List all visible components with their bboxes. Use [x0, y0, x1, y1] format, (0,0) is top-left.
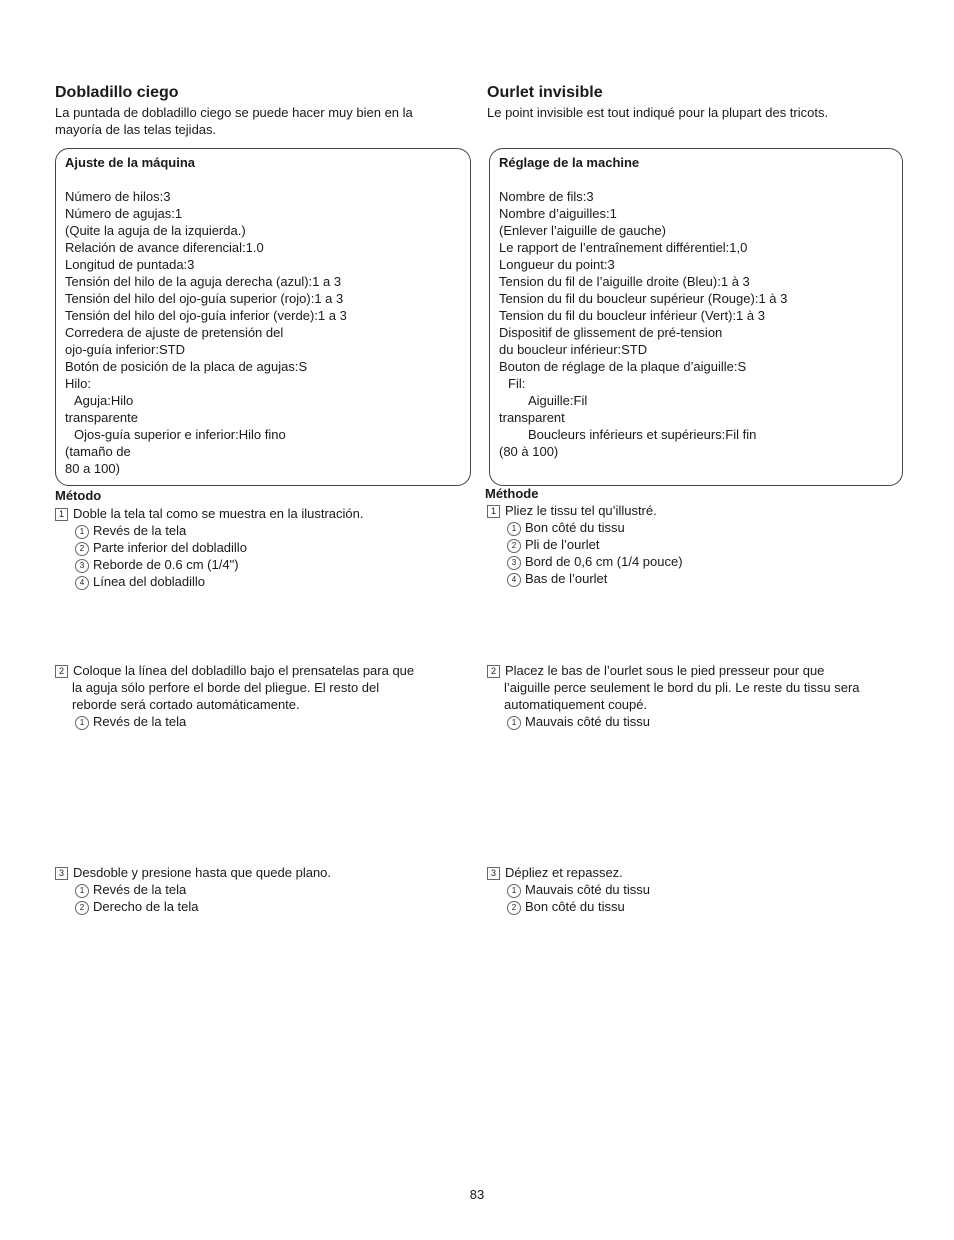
step-item	[507, 519, 683, 536]
step-item-text: Pli de l’ourlet	[525, 537, 600, 552]
circled-number: 1	[75, 716, 89, 730]
setting-label: Aiguille:	[528, 393, 574, 408]
circled-number: 4	[75, 576, 89, 590]
circled-number: 1	[507, 522, 521, 536]
intro-text: La puntada de dobladillo ciego se puede hacer muy bien en la mayoría de las telas tejidas.	[55, 105, 413, 137]
step-item-text: Revés de la tela	[93, 523, 187, 538]
setting-row	[499, 205, 899, 222]
setting-row	[65, 256, 465, 273]
setting-label: du boucleur inférieur:	[499, 342, 622, 357]
step-item	[507, 536, 683, 553]
setting-row	[65, 358, 465, 375]
setting-value: Hilo	[110, 393, 134, 408]
setting-value: 1	[174, 206, 183, 221]
step-item-text: Revés de la tela	[93, 714, 187, 729]
setting-value: 1 à 3	[720, 274, 750, 289]
step-item	[507, 881, 650, 898]
setting-value: 1 a 3	[312, 274, 342, 289]
setting-label: Longitud de puntada:	[65, 257, 188, 272]
setting-row	[499, 392, 899, 409]
setting-label: Tensión del hilo de la aguja derecha (azul):	[65, 274, 313, 289]
intro-text: Le point invisible est tout indiqué pour la plupart des tricots.	[487, 105, 829, 120]
setting-value: 1	[609, 206, 617, 221]
setting-label: Número de hilos:	[65, 189, 164, 204]
setting-row	[65, 341, 465, 358]
step-items	[487, 713, 860, 730]
step-item	[507, 713, 860, 730]
settings-list	[499, 188, 899, 460]
step-item	[507, 570, 683, 587]
step-item	[75, 522, 363, 539]
setting-value: STD	[158, 342, 185, 357]
settings-box-title: Réglage de la machine	[499, 155, 640, 170]
setting-value: 3	[163, 189, 171, 204]
setting-label: Nombre d’aiguilles:	[499, 206, 610, 221]
step-item	[75, 881, 331, 898]
circled-number: 3	[507, 556, 521, 570]
step-item	[75, 898, 331, 915]
step-number-1: 1	[55, 508, 68, 521]
setting-label: ojo-guía inferior:	[65, 342, 159, 357]
step-3: 3 Desdoble y presione hasta que quede plano. 1 Revés de la tela 2 Derecho de la tela	[55, 864, 331, 915]
step-item	[75, 556, 363, 573]
setting-value: 1 a 3	[314, 291, 344, 306]
setting-label: Aguja:	[74, 393, 111, 408]
setting-row	[65, 239, 465, 256]
setting-value: S	[298, 359, 308, 374]
setting-value: S	[737, 359, 747, 374]
setting-label: Tensión del hilo del ojo-guía inferior (verde):	[65, 308, 318, 323]
setting-value: 1 a 3	[317, 308, 347, 323]
setting-value: 1,0	[729, 240, 748, 255]
setting-value: Fil	[573, 393, 588, 408]
setting-row	[65, 307, 465, 324]
step-items	[55, 522, 363, 590]
setting-value: Fil fin	[725, 427, 757, 442]
setting-row	[499, 324, 899, 341]
setting-value: transparent	[499, 410, 565, 425]
circled-number: 2	[507, 539, 521, 553]
setting-label: Nombre de fils:	[499, 189, 587, 204]
setting-label: Número de agujas:	[65, 206, 175, 221]
step-item-text: Revés de la tela	[93, 882, 187, 897]
circled-number: 1	[75, 525, 89, 539]
step-items	[487, 519, 683, 587]
setting-label: Dispositif de glissement de pré-tension	[499, 325, 723, 340]
step-item-text: Bon côté du tissu	[525, 899, 625, 914]
setting-value: 80 a 100)	[65, 461, 120, 476]
step-3: 3 Dépliez et repassez. 1 Mauvais côté du tissu 2 Bon côté du tissu	[487, 864, 650, 915]
circled-number: 2	[75, 901, 89, 915]
setting-value: 3	[187, 257, 195, 272]
setting-row	[499, 358, 899, 375]
setting-row	[499, 443, 899, 460]
setting-value: (80 à 100)	[499, 444, 559, 459]
setting-label: Botón de posición de la placa de agujas:	[65, 359, 299, 374]
setting-row	[499, 188, 899, 205]
section-title: Ourlet invisible	[487, 84, 603, 101]
setting-row	[499, 341, 899, 358]
setting-label: Longueur du point:	[499, 257, 608, 272]
step-item-text: Reborde de 0.6 cm (1/4")	[93, 557, 239, 572]
setting-value: 3	[607, 257, 615, 272]
setting-row	[65, 409, 465, 426]
setting-row	[65, 375, 465, 392]
setting-row	[499, 256, 899, 273]
circled-number: 2	[75, 542, 89, 556]
step-2: 2 Coloque la línea del dobladillo bajo el prensatelas para que la aguja sólo perfore el borde del pliegue. El resto del reborde será cortado automáticamente. 1 Revés de la tela	[55, 662, 414, 730]
setting-label: Bouton de réglage de la plaque d’aiguille:	[499, 359, 738, 374]
setting-row	[499, 273, 899, 290]
step-item-text: Bon côté du tissu	[525, 520, 625, 535]
settings-box-title: Ajuste de la máquina	[65, 155, 196, 170]
step-item	[75, 539, 363, 556]
step-2: 2 Placez le bas de l’ourlet sous le pied presseur pour que l’aiguille perce seulement le bord du pli. Le reste du tissu sera automatiquement coupé. 1 Mauvais côté du tissu	[487, 662, 860, 730]
setting-value: 1 à 3	[736, 308, 765, 323]
settings-list	[65, 188, 465, 477]
circled-number: 2	[507, 901, 521, 915]
step-item-text: Bord de 0,6 cm (1/4 pouce)	[525, 554, 683, 569]
setting-label: Ojos-guía superior e inferior:	[74, 427, 239, 442]
setting-row	[65, 222, 465, 239]
setting-row	[499, 375, 899, 392]
setting-label: Le rapport de l’entraînement différentiel:	[499, 240, 730, 255]
step-number-2: 2	[487, 665, 500, 678]
step-item	[75, 573, 363, 590]
circled-number: 1	[507, 716, 521, 730]
setting-value: STD	[621, 342, 648, 357]
circled-number: 1	[75, 884, 89, 898]
machine-settings-box	[55, 148, 471, 486]
step-item	[75, 713, 414, 730]
step-item-text: Mauvais côté du tissu	[525, 714, 651, 729]
setting-value: (tamaño de	[65, 444, 131, 459]
setting-row	[65, 188, 465, 205]
setting-label: (Enlever l’aiguille de gauche)	[499, 223, 666, 238]
step-number-3: 3	[487, 867, 500, 880]
setting-row	[499, 426, 899, 443]
machine-settings-box	[489, 148, 903, 486]
circled-number: 1	[507, 884, 521, 898]
step-1: 1 Doble la tela tal como se muestra en la ilustración. 1 Revés de la tela 2 Parte inferior del dobladillo 3 Reborde de 0.6 cm (1/4") 4 Línea del dobladillo	[55, 505, 363, 590]
setting-label: Tension du fil du boucleur inférieur (Vert):	[499, 308, 737, 323]
step-item-text: Bas de l’ourlet	[525, 571, 608, 586]
step-number-1: 1	[487, 505, 500, 518]
setting-row	[499, 307, 899, 324]
setting-row	[499, 409, 899, 426]
step-1: 1 Pliez le tissu tel qu’illustré. 1 Bon côté du tissu 2 Pli de l’ourlet 3 Bord de 0,6 cm (1/4 pouce) 4 Bas de l’ourlet	[487, 502, 683, 587]
step-item	[507, 898, 650, 915]
page-number: 83	[469, 1187, 485, 1202]
setting-label: Tensión del hilo del ojo-guía superior (rojo):	[65, 291, 315, 306]
setting-label: Hilo:	[65, 376, 92, 391]
setting-value: Hilo fino	[238, 427, 286, 442]
step-item-text: Derecho de la tela	[93, 899, 199, 914]
step-item-text: Línea del dobladillo	[93, 574, 206, 589]
step-items	[55, 713, 414, 730]
setting-label: (Quite la aguja de la izquierda.)	[65, 223, 246, 238]
setting-label: Relación de avance diferencial:	[65, 240, 246, 255]
step-number-2: 2	[55, 665, 68, 678]
setting-row	[65, 426, 465, 443]
setting-label: Tension du fil du boucleur supérieur (Rouge):	[499, 291, 759, 306]
setting-row	[65, 324, 465, 341]
setting-row	[499, 239, 899, 256]
step-items	[487, 881, 650, 915]
setting-label: Fil:	[508, 376, 526, 391]
setting-label: Boucleurs inférieurs et supérieurs:	[528, 427, 726, 442]
setting-row	[65, 273, 465, 290]
setting-row	[65, 392, 465, 409]
setting-row	[65, 460, 465, 477]
step-items	[55, 881, 331, 915]
step-item-text: Parte inferior del dobladillo	[93, 540, 247, 555]
circled-number: 4	[507, 573, 521, 587]
setting-label: Corredera de ajuste de pretensión del	[65, 325, 284, 340]
setting-row	[499, 290, 899, 307]
setting-row	[65, 443, 465, 460]
circled-number: 3	[75, 559, 89, 573]
setting-row	[65, 290, 465, 307]
step-number-3: 3	[55, 867, 68, 880]
setting-label: Tension du fil de l’aiguille droite (Bleu):	[499, 274, 721, 289]
step-item	[507, 553, 683, 570]
setting-value: transparente	[65, 410, 138, 425]
setting-row	[499, 222, 899, 239]
setting-value: 3	[586, 189, 594, 204]
method-title: Méthode	[485, 486, 539, 501]
setting-value: 1 à 3	[758, 291, 788, 306]
section-title: Dobladillo ciego	[55, 84, 179, 101]
setting-value: 1.0	[245, 240, 264, 255]
method-title: Método	[55, 488, 102, 503]
step-item-text: Mauvais côté du tissu	[525, 882, 651, 897]
setting-row	[65, 205, 465, 222]
